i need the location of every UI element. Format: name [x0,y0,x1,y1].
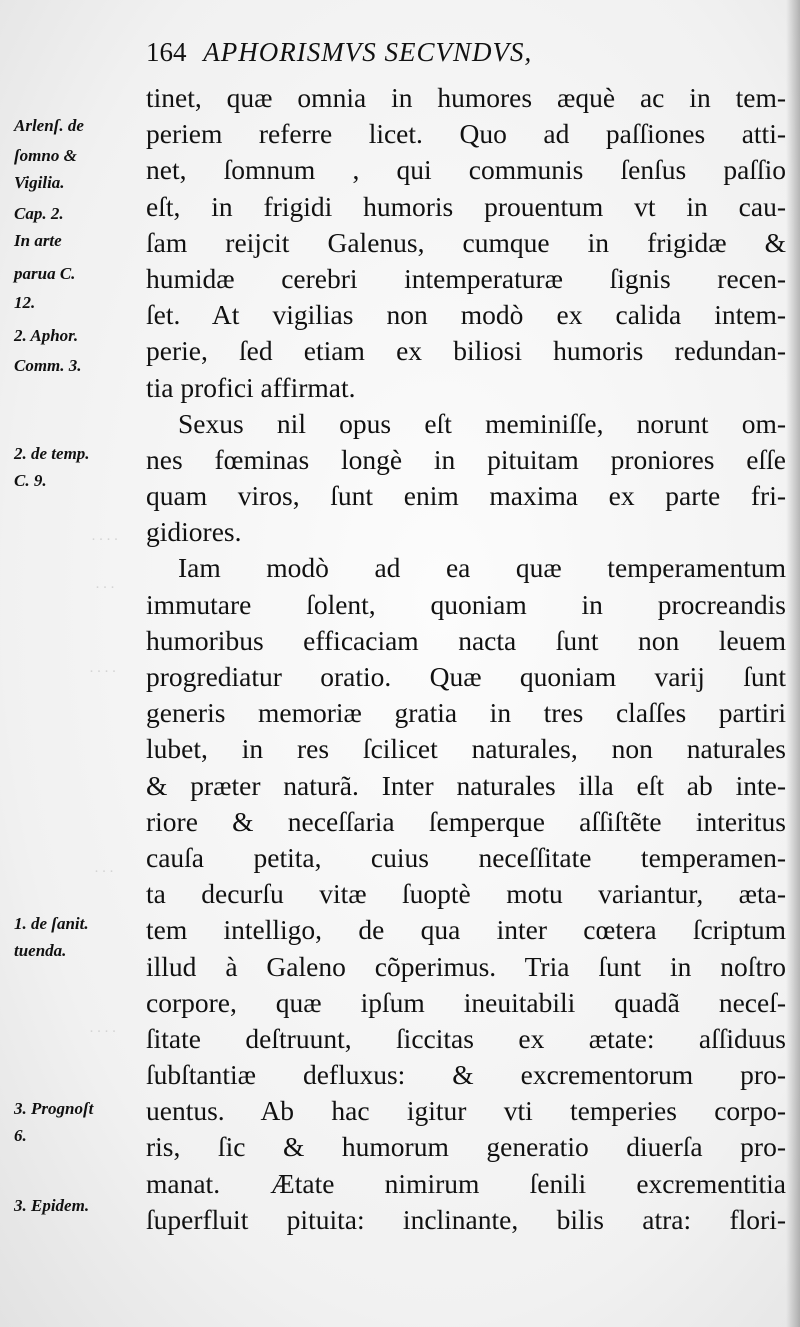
text-line: gidiores. [146,516,242,548]
margin-note: Vigilia. [14,173,65,192]
text-line: tinet, quæ omnia in humores æquè ac in tem- [146,82,786,113]
show-through-mark: . . . . [92,528,119,544]
text-line: eſt, in frigidi humoris prouentum vt in cau- [146,190,786,222]
page-gutter-shadow [786,0,800,1327]
margin-note: 6. [14,1126,27,1145]
show-through-mark: . . . [96,576,115,592]
text-line: ſubſtantiæ defluxus: & excrementorum pro- [146,1059,786,1091]
text-line: nes fœminas longè in pituitam proniores eſſe [146,443,786,475]
page-number: 164 [146,37,187,67]
text-line: ta decurſu vitæ ſuoptè motu variantur, æta- [146,878,786,910]
text-line: progrediatur oratio. Quæ quoniam varij ſunt [146,661,786,692]
text-line: corpore, quæ ipſum ineuitabili quadã neceſ- [146,986,786,1018]
running-header [146,32,786,72]
margin-note: ſomno & [14,146,77,165]
margin-note: 2. de temp. [14,444,90,463]
text-line: periem referre licet. Quo ad paſſiones atti- [146,118,786,150]
text-line: Sexus nil opus eſt meminiſſe, norunt om- [178,407,786,439]
text-line: quam viros, ſunt enim maxima ex parte fri- [146,480,786,512]
text-line: ris, ſic & humorum generatio diuerſa pro- [146,1131,786,1163]
text-line: tia profici affirmat. [146,371,356,403]
margin-note: 12. [14,293,36,312]
text-line: generis memoriæ gratia in tres claſſes partiri [146,697,786,729]
margin-note: In arte [14,231,62,250]
text-line: ſuperfluit pituita: inclinante, bilis atra: flori- [146,1203,786,1235]
margin-note: tuenda. [14,941,67,960]
text-line: & præter naturã. Inter naturales illa eſt ab inte- [146,769,786,801]
running-title: APHORISMVS SECVNDVS, [203,37,533,67]
show-through-mark: . . . . [90,1020,117,1036]
text-line: immutare ſolent, quoniam in procreandis [146,588,786,620]
text-line: humoribus efficaciam nacta ſunt non leuem [146,624,786,656]
text-line: ſam reijcit Galenus, cumque in frigidæ & [146,226,786,258]
margin-note: 2. Aphor. [14,326,79,345]
text-line: uentus. Ab hac igitur vti temperies corpo- [146,1095,786,1127]
margin-note: Cap. 2. [14,204,64,223]
text-line: perie, ſed etiam ex biliosi humoris redundan- [146,335,786,367]
text-line: riore & neceſſaria ſemperque aſſiſtẽte interitus [146,805,786,837]
margin-note: 3. Prognoſt [14,1099,94,1118]
margin-note: 3. Epidem. [14,1196,90,1215]
text-line: ſet. At vigilias non modò ex calida intem- [146,299,786,331]
show-through-mark: . . . [95,860,114,876]
margin-note: Arlenſ. de [14,116,84,135]
margin-note: C. 9. [14,471,47,490]
margin-note: parua C. [14,264,76,283]
margin-note: 1. de ſanit. [14,914,89,933]
text-line: illud à Galeno cõperimus. Tria ſunt in noſtro [146,950,786,982]
text-line: manat. Ætate nimirum ſenili excrementitia [146,1167,786,1199]
text-line: humidæ cerebri intemperaturæ ſignis recen- [146,262,786,294]
text-line: Iam modò ad ea quæ temperamentum [178,552,786,584]
margin-notes [14,0,142,1327]
margin-note: Comm. 3. [14,356,82,375]
show-through-mark: . . . . [90,660,117,676]
text-line: lubet, in res ſcilicet naturales, non naturales [146,733,786,765]
text-line: net, ſomnum , qui communis ſenſus paſſio [146,154,786,186]
text-line: cauſa petita, cuius neceſſitate temperamen- [146,841,786,873]
body-text [146,80,786,1238]
text-line: tem intelligo, de qua inter cœtera ſcriptum [146,914,786,946]
text-line: ſitate deſtruunt, ſiccitas ex ætate: aſſiduus [146,1022,786,1054]
